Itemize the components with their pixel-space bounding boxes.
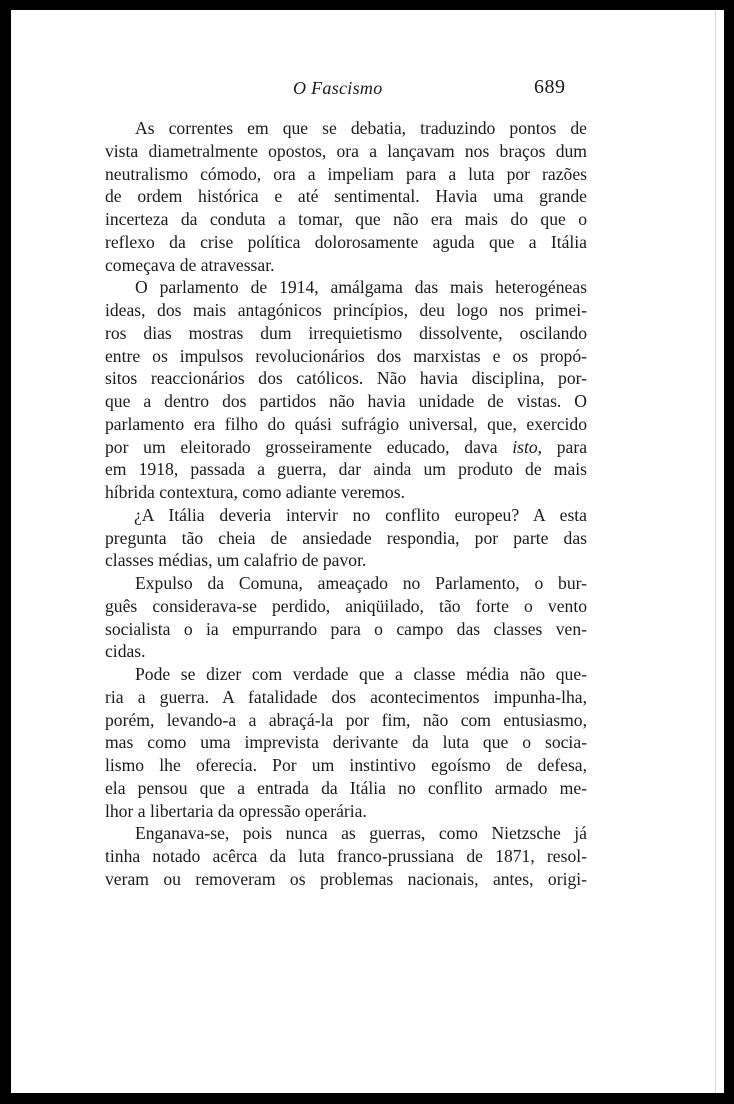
text-line: neutralismo cómodo, ora a impeliam para a luta por razões: [105, 163, 587, 184]
italic-word: isto: [512, 436, 538, 457]
text-line: guês considerava-se perdido, aniqüilado, tão forte o vento: [105, 595, 587, 616]
text-line: cidas.: [105, 641, 146, 662]
text-line: ela pensou que a entrada da Itália no conflito armado me-: [105, 777, 587, 798]
text-line: ideas, dos mais antagónicos princípios, deu logo nos primei-: [105, 300, 587, 320]
text-line: Enganava-se, pois nunca as guerras, como Nietzsche já: [135, 823, 587, 844]
text-line-with-italic: [105, 436, 587, 459]
text-line: Pode se dizer com verdade que a classe média não que-: [135, 664, 587, 684]
text-line: porém, levando-a a abraçá-la por fim, não com entusiasmo,: [105, 709, 587, 730]
text-line: de ordem histórica e até sentimental. Havia uma grande: [105, 186, 587, 207]
text-line: lismo lhe oferecia. Por um instintivo egoísmo de defesa,: [105, 755, 587, 775]
text-line: vista diametralmente opostos, ora a lançavam nos braços dum: [105, 140, 587, 161]
text-line: tinha notado acêrca da luta franco-prussiana de 1871, resol-: [105, 846, 587, 866]
text-line: ¿A Itália deveria intervir no conflito europeu? A esta: [134, 504, 587, 525]
text-line: parlamento era filho do quási sufrágio universal, que, exercido: [105, 413, 587, 434]
text-line: pregunta tão cheia de ansiedade respondia, por parte das: [105, 527, 587, 548]
text-segment: , para: [537, 436, 587, 457]
page-number: 689: [534, 76, 566, 98]
running-title: O Fascismo: [293, 78, 383, 98]
text-line: lhor a libertaria da opressão operária.: [105, 800, 367, 821]
book-page: [11, 10, 724, 1093]
text-line: O parlamento de 1914, amálgama das mais heterogéneas: [135, 277, 587, 298]
text-line: ros dias mostras dum irrequietismo dissolvente, oscilando: [105, 322, 587, 343]
text-line: veram ou removeram os problemas nacionais, antes, origi-: [105, 868, 587, 889]
text-line: incerteza da conduta a tomar, que não era mais do que o: [105, 209, 587, 229]
page-header: [11, 76, 724, 104]
text-line: Expulso da Comuna, ameaçado no Parlamento, o bur-: [135, 573, 587, 593]
text-line: ria a guerra. A fatalidade dos acontecimentos impunha-lha,: [105, 686, 587, 707]
text-line: sitos reaccionários dos católicos. Não havia disciplina, por-: [105, 368, 587, 389]
text-line: mas como uma imprevista derivante da luta que o socia-: [105, 732, 587, 753]
text-line: híbrida contextura, como adiante veremos.: [105, 482, 405, 502]
body-text: [105, 117, 587, 891]
text-line: reflexo da crise política dolorosamente aguda que a Itália: [105, 231, 587, 252]
text-line: começava de atravessar.: [105, 254, 275, 275]
text-line: entre os impulsos revolucionários dos marxistas e os propó-: [105, 345, 587, 366]
text-line: socialista o ia empurrando para o campo das classes ven-: [105, 618, 587, 639]
text-line: que a dentro dos partidos não havia unidade de vistas. O: [105, 391, 587, 411]
page-edge-rule: [715, 10, 716, 1093]
text-line: classes médias, um calafrio de pavor.: [105, 550, 367, 571]
text-segment: por um eleitorado grosseiramente educado, dava: [105, 436, 513, 457]
text-line: As correntes em que se debatia, traduzindo pontos de: [135, 118, 587, 138]
text-line: em 1918, passada a guerra, dar ainda um produto de mais: [105, 459, 587, 480]
